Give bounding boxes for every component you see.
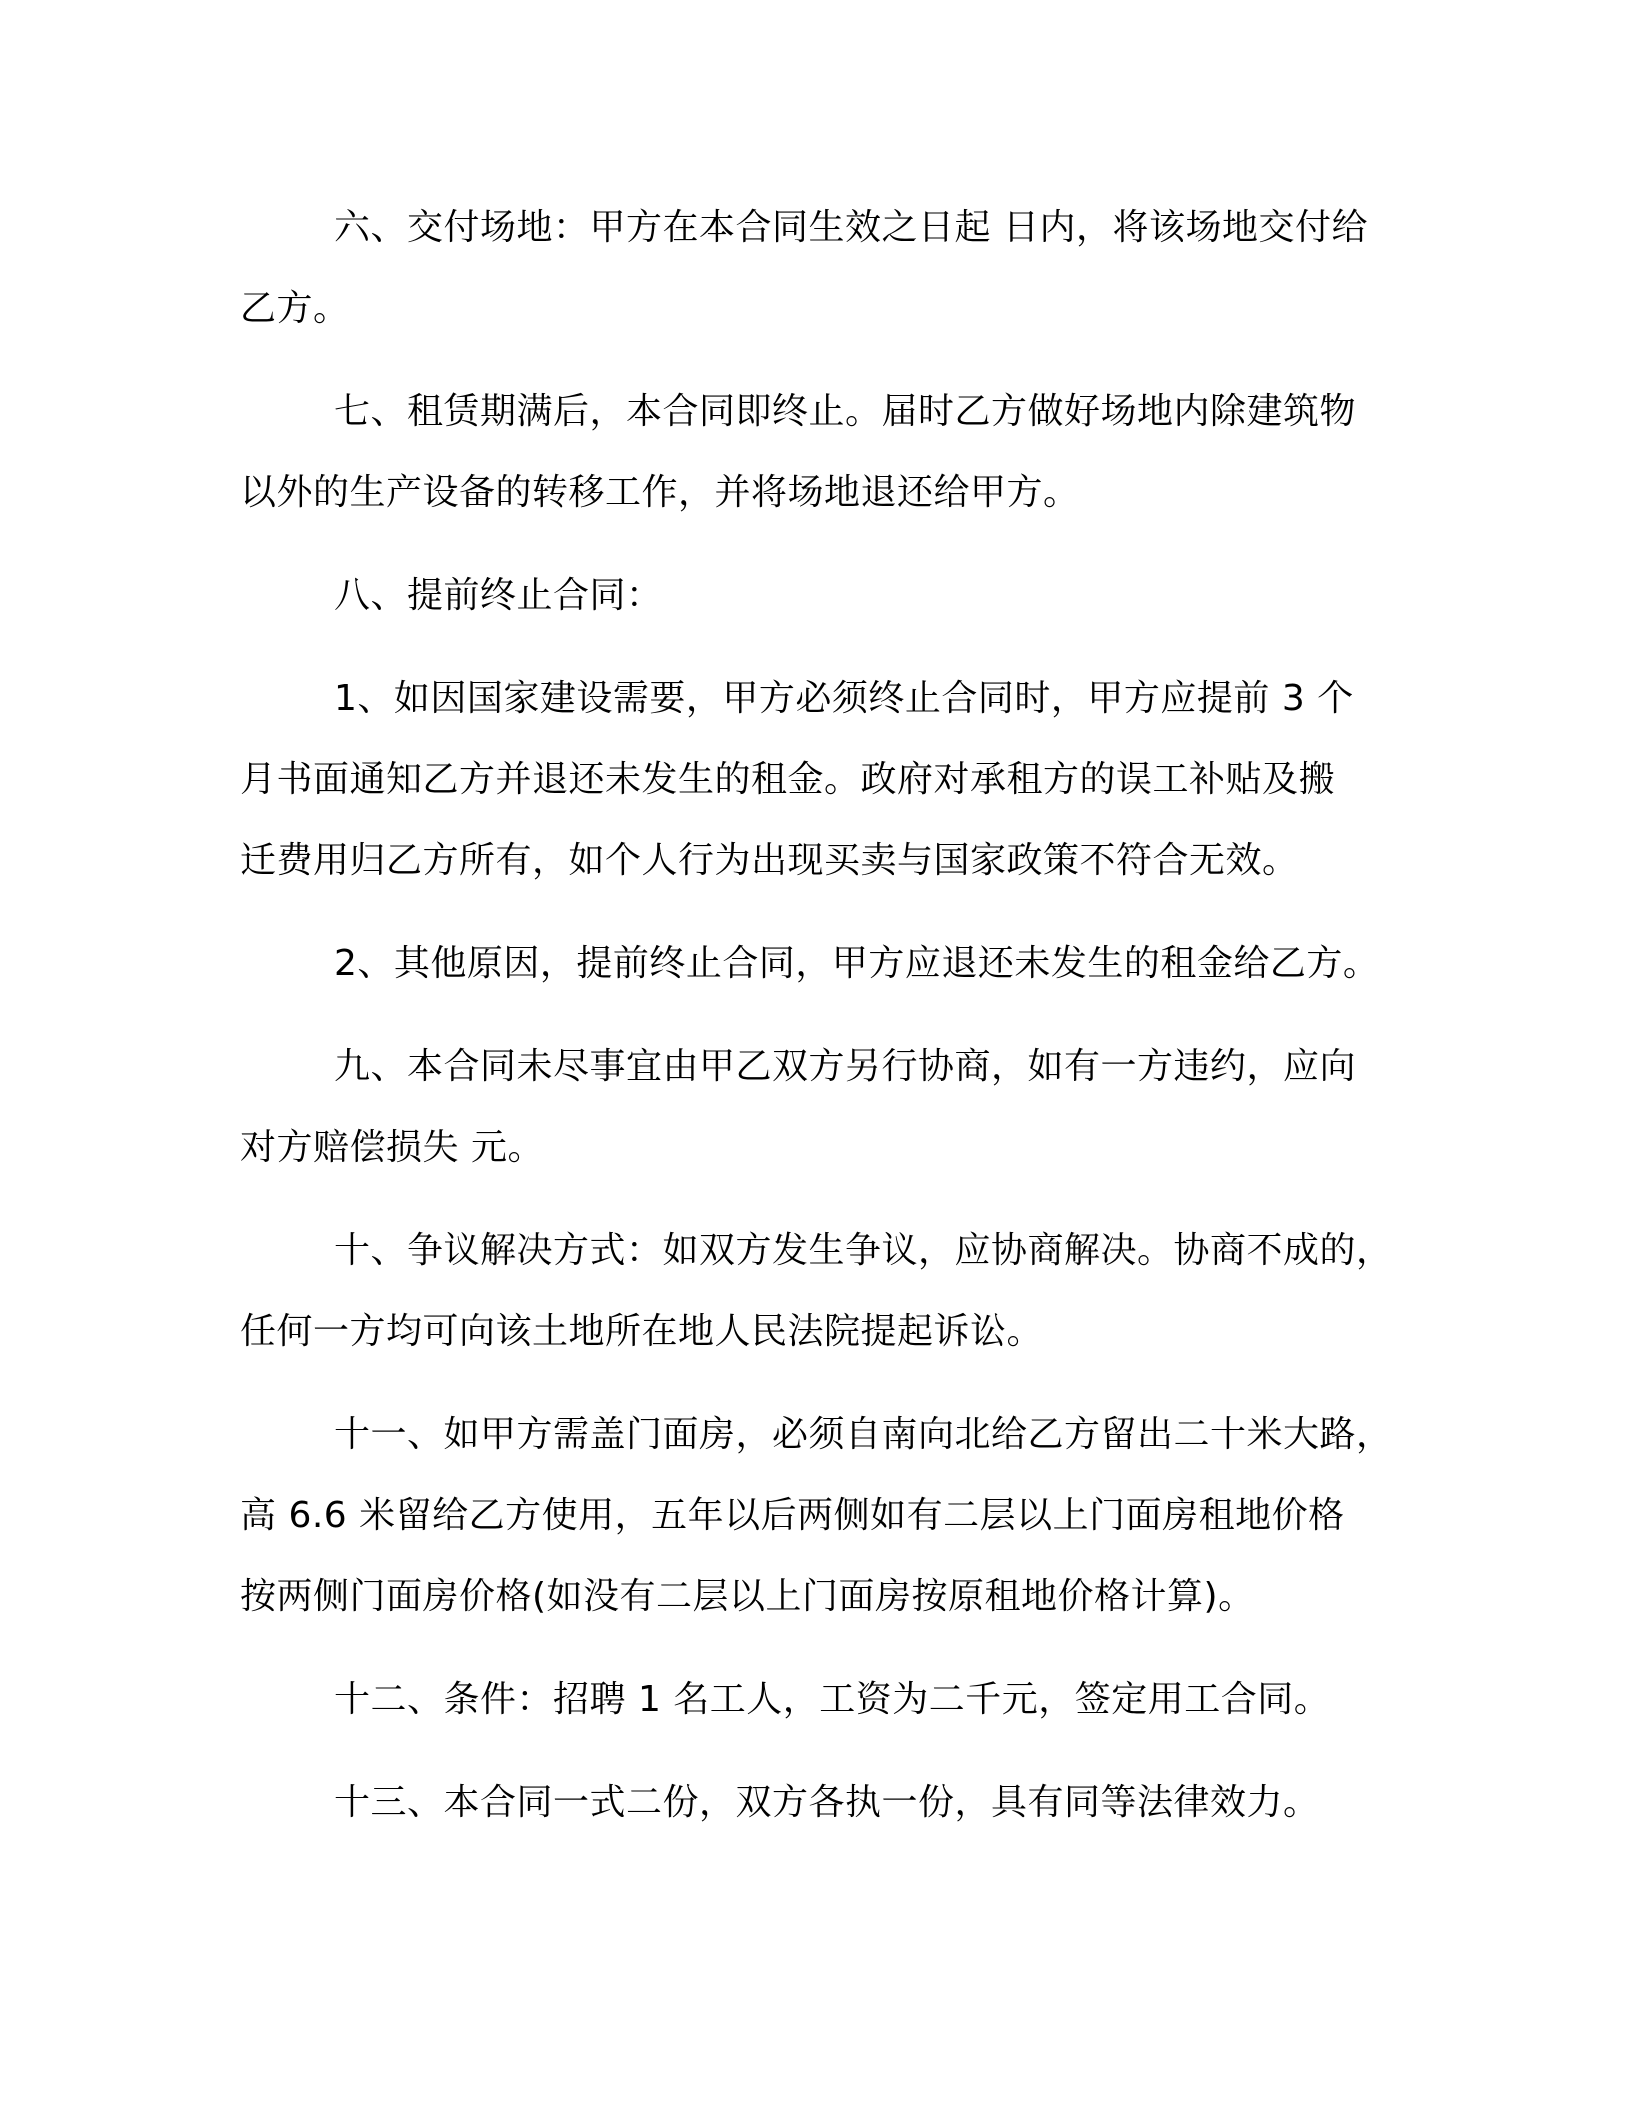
clause-7-line-1: 七、租赁期满后，本合同即终止。届时乙方做好场地内除建筑物: [334, 391, 1357, 432]
clause-8-item-1-line-3: 迁费用归乙方所有，如个人行为出现买卖与国家政策不符合无效。: [240, 840, 1299, 881]
clause-12: [240, 1659, 1400, 1740]
clause-11-line-1: 十一、如甲方需盖门面房，必须自南向北给乙方留出二十米大路，: [334, 1414, 1393, 1455]
clause-11: [240, 1394, 1400, 1637]
clause-6-line-2: 乙方。: [240, 288, 350, 329]
clause-7: [240, 371, 1400, 533]
clause-11-line-2: 高 6.6 米留给乙方使用，五年以后两侧如有二层以上门面房租地价格: [240, 1495, 1345, 1536]
clause-9-line-2: 对方赔偿损失 元。: [240, 1127, 544, 1168]
clause-6-line-1: 六、交付场地：甲方在本合同生效之日起 日内，将该场地交付给: [334, 207, 1368, 248]
clause-13-line-1: 十三、本合同一式二份，双方各执一份，具有同等法律效力。: [334, 1782, 1320, 1823]
clause-7-line-2: 以外的生产设备的转移工作，并将场地退还给甲方。: [240, 472, 1080, 513]
clause-8-heading: [240, 555, 1400, 636]
clause-12-line-1: 十二、条件：招聘 1 名工人，工资为二千元，签定用工合同。: [334, 1679, 1331, 1720]
clause-13: [240, 1762, 1400, 1843]
clause-10-line-1: 十、争议解决方式：如双方发生争议，应协商解决。协商不成的，: [334, 1230, 1393, 1271]
clause-9-line-1: 九、本合同未尽事宜由甲乙双方另行协商，如有一方违约，应向: [334, 1046, 1357, 1087]
clause-8-item-1-line-1: 1、如因国家建设需要，甲方必须终止合同时，甲方应提前 3 个: [334, 678, 1354, 719]
clause-8-item-2: [240, 923, 1400, 1004]
clause-11-line-3: 按两侧门面房价格(如没有二层以上门面房按原租地价格计算)。: [240, 1576, 1255, 1617]
clause-8-item-2-line-1: 2、其他原因，提前终止合同，甲方应退还未发生的租金给乙方。: [334, 943, 1380, 984]
clause-8-item-1: [240, 658, 1400, 901]
clause-10-line-2: 任何一方均可向该土地所在地人民法院提起诉讼。: [240, 1311, 1044, 1352]
clause-10: [240, 1210, 1400, 1372]
clause-8-item-1-line-2: 月书面通知乙方并退还未发生的租金。政府对承租方的误工补贴及搬: [240, 759, 1336, 800]
clause-8-heading-line-1: 八、提前终止合同：: [334, 575, 663, 616]
contract-body: [240, 187, 1400, 1865]
clause-9: [240, 1026, 1400, 1188]
clause-6: [240, 187, 1400, 349]
